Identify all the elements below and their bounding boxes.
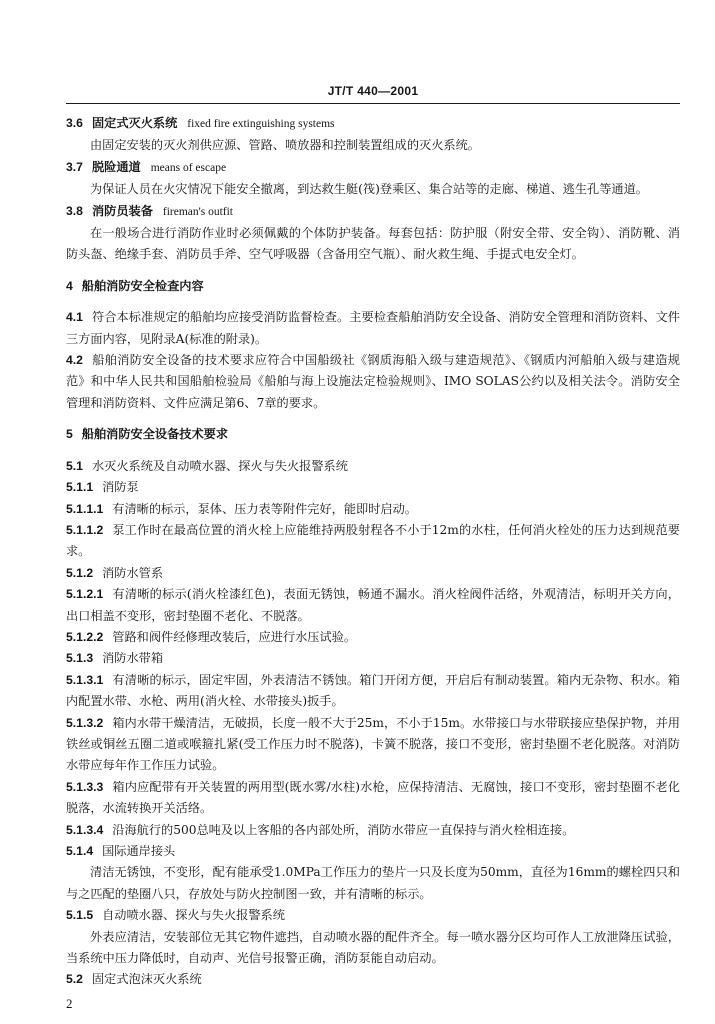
paragraph-text: 有清晰的标示(消火栓漆红色)，表面无锈蚀，畅通不漏水。消火栓阀件活络，外观清洁，标明开关方向，出口相盖不变形，密封垫圈不老化、不脱落。 [66, 587, 680, 623]
clause-heading [66, 905, 680, 926]
clause-title: 消防水管系 [102, 565, 164, 580]
clause-heading [66, 563, 680, 584]
header-rule [66, 103, 680, 104]
section-heading [66, 424, 680, 445]
term-entry [66, 201, 680, 223]
paragraph-text: 为保证人员在火灾情况下能安全撤离，到达救生艇(筏)登乘区、集合站等的走廊、梯道、逃生孔等通道。 [90, 182, 648, 197]
section-title: 船舶消防安全设备技术要求 [81, 427, 229, 442]
clause-heading [66, 648, 680, 669]
term-english: fixed fire extinguishing systems [187, 118, 335, 130]
clause-title: 固定式泡沫灭火系统 [91, 972, 202, 987]
clause-number: 5.1.5 [66, 908, 94, 923]
term-name: 消防员装备 [91, 203, 153, 218]
clause-heading [66, 841, 680, 862]
paragraph-text: 在一般场合进行消防作业时必须佩戴的个体防护装备。每套包括：防护服（附安全带、安全钩）、消防靴、消防头盔、绝缘手套、消防员手斧、空气呼吸器（含备用空气瓶）、耐火救生绳、手提式电安全灯。 [66, 226, 680, 262]
clause-number: 5.1.3 [66, 651, 94, 666]
standard-code-header: JT/T 440—2001 [327, 84, 419, 98]
body-paragraph [66, 713, 680, 777]
clause-number: 5.2 [66, 972, 83, 987]
paragraph-text: 船舶消防安全设备的技术要求应符合中国船级社《钢质海船入级与建造规范》、《钢质内河船舶入级与建造规范》和中华人民共和国船舶检验局《船舶与海上设施法定检验规则》、IMO SOLAS公约以及相关法令。消防安全管理和消防资料、文件应满足第6、7章的要求。 [66, 353, 680, 410]
clause-number: 5.1.2.2 [66, 629, 104, 644]
term-name: 固定式灭火系统 [91, 116, 178, 130]
body-paragraph [66, 223, 680, 266]
body-paragraph [66, 499, 680, 520]
clause-number: 5.1.1.1 [66, 501, 104, 516]
clause-number: 3.6 [66, 116, 83, 130]
page-number: 2 [66, 996, 73, 1011]
clause-heading [66, 456, 680, 477]
clause-title: 消防泵 [102, 480, 139, 495]
document-body [66, 113, 680, 991]
paragraph-text: 箱内水带干燥清洁，无破损，长度一般不大于25m，不小于15m。水带接口与水带联接应垫保护物，并用铁丝或铜丝五圈二道或喉箍扎紧(受工作压力时不脱落)，卡簧不脱落，接口不变形，密封垫圈不老化脱落。对消防水带应每年作工作压力试验。 [66, 715, 680, 773]
clause-number: 5.1.3.2 [66, 715, 104, 730]
body-paragraph [66, 670, 680, 713]
clause-number: 5.1.4 [66, 844, 94, 858]
section-heading [66, 276, 680, 297]
paragraph-text: 清洁无锈蚀，不变形，配有能承受1.0MPa工作压力的垫片一只及长度为50mm，直径为16mm的螺栓四只和与之匹配的垫圈八只，存放处与防火控制图一致，并有清晰的标示。 [66, 865, 680, 901]
body-paragraph [66, 520, 680, 563]
clause-number: 4.2 [66, 353, 83, 368]
term-entry [66, 113, 680, 135]
paragraph-text: 有清晰的标示，泵体、压力表等附件完好，能即时启动。 [112, 501, 417, 516]
body-paragraph [66, 584, 680, 627]
section-title: 船舶消防安全检查内容 [81, 278, 204, 293]
paragraph-text: 外表应清洁，安装部位无其它物件遮挡，自动喷水器的配件齐全。每一喷水器分区均可作人工放泄降压试验，当系统中压力降低时，自动声、光信号报警正确，消防泵能自动启动。 [66, 929, 680, 966]
body-paragraph [66, 179, 680, 200]
clause-number: 5.1 [66, 458, 83, 473]
term-entry [66, 157, 680, 179]
clause-number: 5.1.3.1 [66, 672, 104, 687]
clause-number: 5.1.2 [66, 565, 94, 580]
clause-number: 5.1.1 [66, 480, 94, 495]
body-paragraph [66, 307, 680, 350]
paragraph-text: 有清晰的标示，固定牢固，外表清洁不锈蚀。箱门开闭方便，开启后有制动装置。箱内无杂物、积水。箱内配置水带、水枪、两用(消火栓、水带接头)扳手。 [66, 672, 680, 709]
body-paragraph [66, 927, 680, 970]
clause-number: 4.1 [66, 310, 83, 325]
paragraph-text: 泵工作时在最高位置的消火栓上应能维持两股射程各不小于12m的水柱，任何消火栓处的压力达到规范要求。 [66, 522, 680, 559]
paragraph-text: 管路和阀件经修理改装后，应进行水压试验。 [112, 629, 357, 644]
body-paragraph [66, 862, 680, 905]
body-paragraph [66, 350, 680, 414]
clause-number: 3.8 [66, 203, 83, 218]
section-number: 4 [66, 278, 73, 293]
term-english: means of escape [150, 161, 227, 174]
term-name: 脱险通道 [91, 159, 141, 174]
body-paragraph [66, 135, 680, 156]
body-paragraph [66, 777, 680, 820]
term-english: fireman's outfit [162, 205, 233, 218]
clause-number: 5.1.3.4 [66, 822, 104, 837]
clause-number: 5.1.3.3 [66, 779, 104, 794]
clause-number: 5.1.2.1 [66, 587, 104, 602]
clause-heading [66, 969, 680, 990]
body-paragraph [66, 820, 680, 841]
clause-title: 国际通岸接头 [102, 844, 176, 858]
paragraph-text: 箱内应配带有开关装置的两用型(既水雾/水柱)水枪，应保持清洁、无腐蚀，接口不变形，密封垫圈不老化脱落，水流转换开关活络。 [66, 779, 680, 816]
paragraph-text: 沿海航行的500总吨及以上客船的各内部处所，消防水带应一直保持与消火栓相连接。 [112, 822, 575, 837]
body-paragraph [66, 627, 680, 648]
section-number: 5 [66, 427, 73, 442]
paragraph-text: 由固定安装的灭火剂供应源、管路、喷放器和控制装置组成的灭火系统。 [90, 138, 480, 153]
clause-number: 3.7 [66, 159, 83, 174]
paragraph-text: 符合本标准规定的船舶均应接受消防监督检查。主要检查船舶消防安全设备、消防安全管理和消防资料、文件三方面内容，见附录A(标准的附录)。 [66, 310, 680, 346]
clause-title: 自动喷水器、探火与失火报警系统 [102, 908, 285, 923]
clause-heading [66, 477, 680, 498]
clause-title: 消防水带箱 [102, 651, 164, 666]
clause-number: 5.1.1.2 [66, 522, 104, 537]
clause-title: 水灭火系统及自动喷水器、探火与失火报警系统 [91, 458, 348, 473]
